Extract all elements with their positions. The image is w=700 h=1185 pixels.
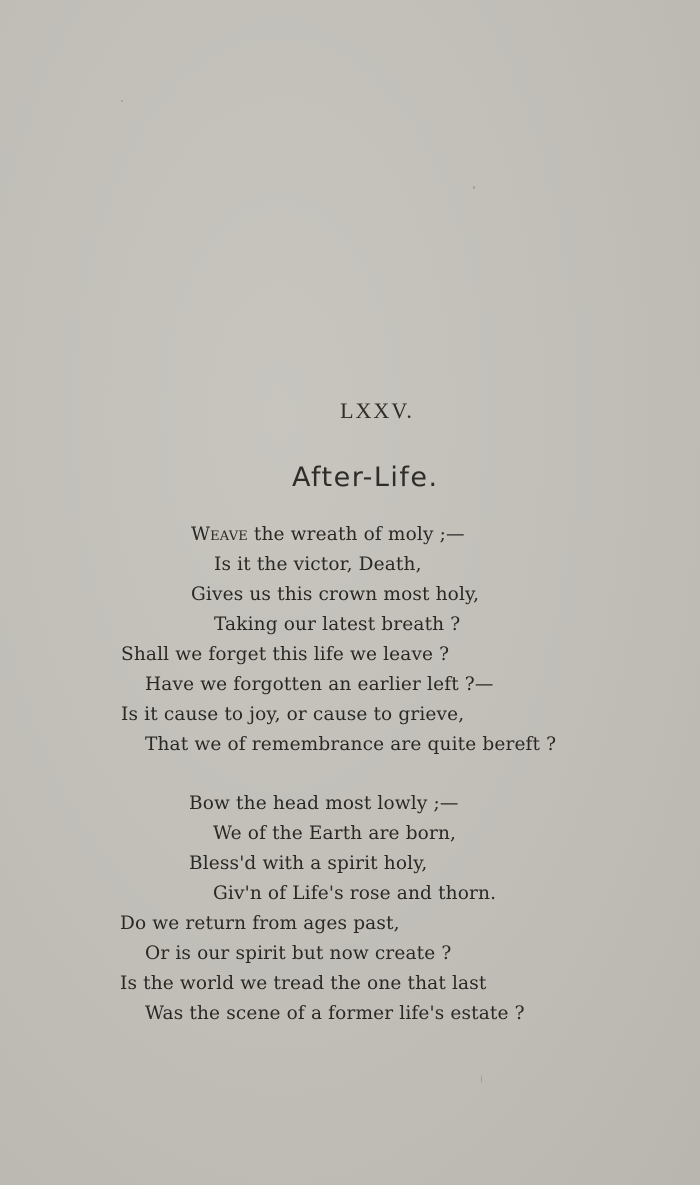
- stanza2-line7: Is the world we tread the one that last: [120, 973, 487, 994]
- paper-speck: [121, 100, 123, 102]
- stanza1-line1: [191, 524, 465, 545]
- stanza1-line3: Gives us this crown most holy,: [191, 584, 480, 605]
- stanza2-line1: Bow the head most lowly ;—: [189, 793, 459, 814]
- stanza2-line2: We of the Earth are born,: [213, 823, 457, 844]
- stanza1-line2: Is it the victor, Death,: [214, 554, 422, 575]
- stanza1-line8: That we of remembrance are quite bereft ?: [145, 734, 557, 755]
- poem-number: LXXV.: [340, 398, 414, 423]
- drop-word: Weave: [191, 524, 248, 545]
- stanza1-line4: Taking our latest breath ?: [214, 614, 461, 635]
- stanza1-line7: Is it cause to joy, or cause to grieve,: [121, 704, 465, 725]
- stanza2-line6: Or is our spirit but now create ?: [145, 943, 452, 964]
- stanza1-line6: Have we forgotten an earlier left ?—: [145, 674, 494, 695]
- paper-speck: [481, 1075, 482, 1083]
- paper-speck: [473, 186, 475, 189]
- stanza1-line5: Shall we forget this life we leave ?: [121, 644, 450, 665]
- stanza2-line3: Bless'd with a spirit holy,: [189, 853, 428, 874]
- stanza2-line5: Do we return from ages past,: [120, 913, 400, 934]
- stanza2-line8: Was the scene of a former life's estate ?: [145, 1003, 525, 1024]
- poem-title: After-Life.: [292, 462, 439, 493]
- stanza2-line4: Giv'n of Life's rose and thorn.: [213, 883, 497, 904]
- line-text: the wreath of moly ;—: [247, 524, 465, 545]
